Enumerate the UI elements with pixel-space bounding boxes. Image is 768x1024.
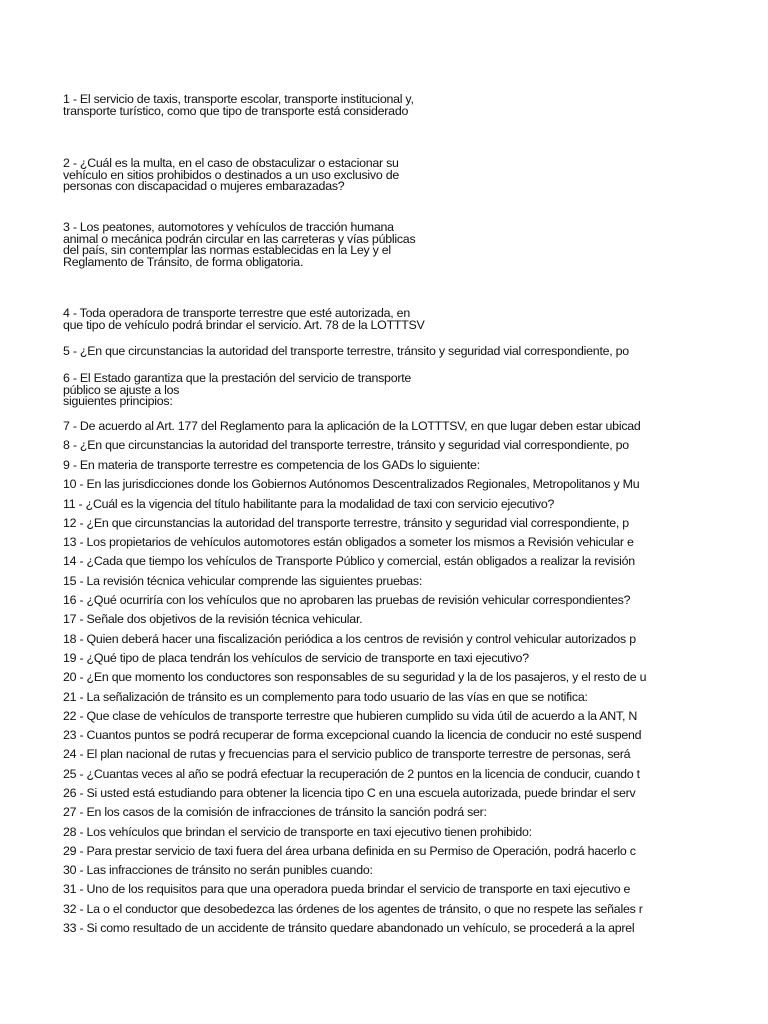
question-text-line: 27 - En los casos de la comisión de infracciones de tránsito la sanción podrá ser: bbox=[63, 805, 487, 819]
question-text-line: que tipo de vehículo podrá brindar el servicio. Art. 78 de la LOTTTSV bbox=[63, 317, 425, 332]
question-item bbox=[63, 842, 636, 861]
question-text-line: 22 - Que clase de vehículos de transporte terrestre que hubieren cumplido su vida útil de acuerdo a la ANT, N bbox=[63, 709, 638, 723]
question-text-line: 20 - ¿En que momento los conductores son responsables de su seguridad y la de los pasajeros, y el resto de u bbox=[63, 670, 647, 684]
question-text-line: personas con discapacidad o mujeres embarazadas? bbox=[63, 179, 345, 193]
question-text-line: del país, sin contemplar las normas establecidas en la Ley y el bbox=[63, 243, 391, 257]
question-item bbox=[63, 726, 641, 745]
question-item bbox=[63, 533, 634, 552]
question-item bbox=[63, 158, 399, 193]
question-item bbox=[63, 745, 630, 764]
question-text-line: 9 - En materia de transporte terrestre es competencia de los GADs lo siguiente: bbox=[63, 458, 480, 472]
question-item bbox=[63, 707, 637, 726]
question-text-line: 7 - De acuerdo al Art. 177 del Reglamento para la aplicación de la LOTTTSV, en que lugar deben estar ubicad bbox=[63, 419, 641, 433]
question-item bbox=[63, 630, 636, 649]
question-text-line: 10 - En las jurisdicciones donde los Gobiernos Autónomos Descentralizados Regionales, Metropolitanos y Mu bbox=[63, 477, 640, 491]
question-text-line: 18 - Quien deberá hacer una fiscalización periódica a los centros de revisión y control vehicular autorizados p bbox=[63, 632, 636, 646]
question-text-line: 11 - ¿Cuál es la vigencia del título habilitante para la modalidad de taxi con servicio ejecutivo? bbox=[63, 497, 555, 511]
question-text-line: 13 - Los propietarios de vehículos automotores están obligados a someter los mismos a Revisión vehicular e bbox=[63, 535, 634, 549]
question-item bbox=[63, 880, 630, 899]
question-item bbox=[63, 649, 529, 668]
question-item bbox=[63, 514, 629, 533]
question-item bbox=[63, 591, 630, 610]
question-item bbox=[63, 823, 532, 842]
question-text-line: 1 - El servicio de taxis, transporte escolar, transporte institucional y, bbox=[63, 94, 414, 106]
question-item bbox=[63, 436, 629, 455]
question-item bbox=[63, 552, 635, 571]
question-item bbox=[63, 688, 588, 707]
question-item bbox=[63, 495, 554, 514]
question-text-line: 15 - La revisión técnica vehicular comprende las siguientes pruebas: bbox=[63, 574, 423, 588]
question-item bbox=[63, 373, 411, 408]
question-text-line: 32 - La o el conductor que desobedezca las órdenes de los agentes de tránsito, o que no respete las señales r bbox=[63, 902, 643, 916]
question-text-line: 5 - ¿En que circunstancias la autoridad del transporte terrestre, tránsito y seguridad vial correspondiente, po bbox=[63, 344, 629, 358]
question-text-line: público se ajuste a los bbox=[63, 382, 180, 397]
question-item bbox=[63, 668, 646, 687]
question-item bbox=[63, 342, 629, 361]
question-text-line: 29 - Para prestar servicio de taxi fuera del área urbana definida en su Permiso de Operación, podrá hacerlo c bbox=[63, 844, 636, 858]
question-item bbox=[63, 765, 640, 784]
question-text-line: 14 - ¿Cada que tiempo los vehículos de Transporte Público y comercial, están obligados a realizar la revisión bbox=[63, 554, 635, 568]
question-item bbox=[63, 610, 362, 629]
question-text-line: 33 - Si como resultado de un accidente de tránsito quedare abandonado un vehículo, se procederá a la aprel bbox=[63, 921, 635, 935]
question-text-line: 31 - Uno de los requisitos para que una operadora pueda brindar el servicio de transporte en taxi ejecutivo e bbox=[63, 882, 631, 896]
question-text-line: 2 - ¿Cuál es la multa, en el caso de obstaculizar o estacionar su bbox=[63, 156, 399, 170]
question-item bbox=[63, 572, 422, 591]
question-item bbox=[63, 475, 639, 494]
question-text-line: 4 - Toda operadora de transporte terrestre que esté autorizada, en bbox=[63, 306, 410, 320]
question-item bbox=[63, 417, 641, 436]
question-text-line: 24 - El plan nacional de rutas y frecuencias para el servicio publico de transporte terrestre de personas, será bbox=[63, 747, 631, 761]
question-text-line: 17 - Señale dos objetivos de la revisión técnica vehicular. bbox=[63, 612, 363, 626]
question-text-line: 16 - ¿Qué ocurriría con los vehículos que no aprobaren las pruebas de revisión vehicular correspondientes? bbox=[63, 593, 631, 607]
question-text-line: 6 - El Estado garantiza que la prestación del servicio de transporte bbox=[63, 371, 412, 385]
question-text-line: animal o mecánica podrán circular en las carreteras y vías públicas bbox=[63, 231, 416, 246]
question-item bbox=[63, 308, 425, 331]
question-text-line: Reglamento de Tránsito, de forma obligatoria. bbox=[63, 254, 304, 269]
question-item bbox=[63, 222, 415, 268]
question-text-line: 23 - Cuantos puntos se podrá recuperar de forma excepcional cuando la licencia de conducir no esté suspend bbox=[63, 728, 642, 742]
question-item bbox=[63, 784, 635, 803]
question-text-line: 8 - ¿En que circunstancias la autoridad del transporte terrestre, tránsito y seguridad vial correspondiente, po bbox=[63, 438, 629, 452]
question-list bbox=[63, 94, 673, 954]
question-text-line: vehículo en sitios prohibidos o destinados a un uso exclusivo de bbox=[63, 167, 399, 182]
question-text-line: 3 - Los peatones, automotores y vehículos de tracción humana bbox=[63, 220, 394, 234]
question-text-line: siguientes principios: bbox=[63, 394, 173, 408]
question-item bbox=[63, 861, 373, 880]
question-item bbox=[63, 900, 643, 919]
question-item bbox=[63, 456, 480, 475]
question-text-line: 26 - Si usted está estudiando para obtener la licencia tipo C en una escuela autorizada, puede brindar el serv bbox=[63, 786, 636, 800]
question-item bbox=[63, 94, 414, 117]
question-text-line: 12 - ¿En que circunstancias la autoridad del transporte terrestre, tránsito y seguridad vial correspondiente, p bbox=[63, 516, 629, 530]
question-text-line: transporte turístico, como que tipo de transporte está considerado bbox=[63, 103, 409, 118]
question-text-line: 30 - Las infracciones de tránsito no serán punibles cuando: bbox=[63, 863, 373, 877]
question-text-line: 21 - La señalización de tránsito es un complemento para todo usuario de las vías en que se notifica: bbox=[63, 690, 588, 704]
question-item bbox=[63, 803, 487, 822]
question-item bbox=[63, 919, 634, 938]
question-text-line: 19 - ¿Qué tipo de placa tendrán los vehículos de servicio de transporte en taxi ejecutivo? bbox=[63, 651, 529, 665]
question-text-line: 28 - Los vehículos que brindan el servicio de transporte en taxi ejecutivo tienen prohibido: bbox=[63, 825, 532, 839]
question-text-line: 25 - ¿Cuantas veces al año se podrá efectuar la recuperación de 2 puntos en la licencia de conducir, cuando t bbox=[63, 767, 640, 781]
